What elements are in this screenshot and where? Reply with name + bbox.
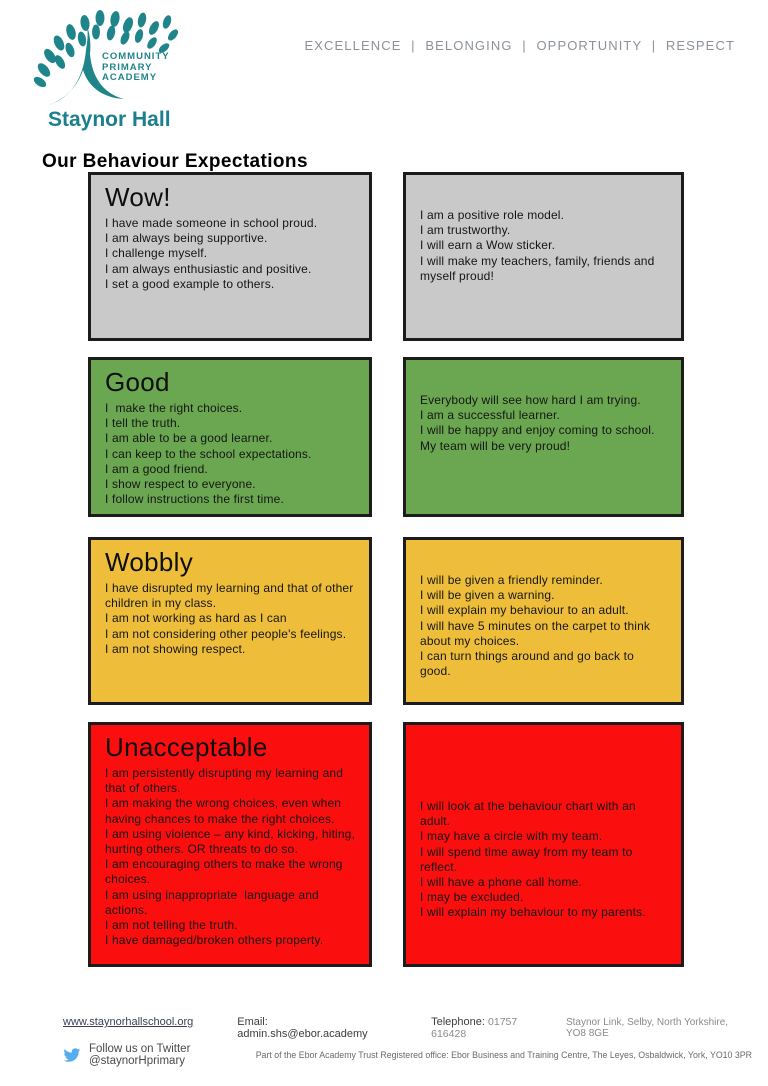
board-line: I can keep to the school expectations. [105,446,312,461]
board-good-left [88,357,372,517]
board-line: I will spend time away from my team to reflect. [420,844,636,874]
board-line: I will explain my behaviour to my parents. [420,905,646,920]
board-line: I am encouraging others to make the wrong choices. [105,857,347,887]
board-line: I am not considering other people's feelings. [105,626,347,641]
board-line: I am a successful learner. [420,408,560,423]
email-value: admin.shs@ebor.academy [237,1028,368,1040]
board-title-wobbly: Wobbly [105,547,194,577]
board-line: I am a good friend. [105,461,208,476]
board-line: I make the right choices. [105,401,243,415]
twitter-follow-text[interactable]: Follow us on Twitter @staynorHprimary [89,1043,191,1067]
board-wow-left [88,172,372,341]
board-line: I am always being supportive. [105,231,268,246]
trust-info-text: Part of the Ebor Academy Trust Registered office: Ebor Business and Training Centre, The Leyes, Osbaldwick, York, YO10 3PR [255,1050,752,1060]
telephone-text [431,1016,540,1040]
school-name: Staynor Hall [48,108,171,131]
board-line: I am persistently disrupting my learning and that of others. [105,766,347,796]
board-line: I may be excluded. [420,890,524,905]
board-wow-right [403,172,684,341]
board-line: I set a good example to others. [105,276,275,291]
academy-label: COMMUNITY PRIMARY ACADEMY [102,51,170,83]
website-link[interactable]: www.staynorhallschool.org [63,1016,194,1028]
board-unacceptable-left [88,722,372,967]
board-row-wow [0,172,768,341]
board-line: Everybody will see how hard I am trying. [420,393,641,407]
board-line: I will look at the behaviour chart with an adult. [420,799,640,829]
board-line: I will be happy and enjoy coming to school. [420,423,655,438]
board-line: I am not showing respect. [105,641,246,656]
board-line: I am trustworthy. [420,223,511,238]
board-line: I am not telling the truth. [105,918,238,933]
footer-contact-row [63,1016,748,1040]
board-line: I am always enthusiastic and positive. [105,261,312,276]
board-line: I tell the truth. [105,416,181,431]
telephone-value: 01757 616428 [431,1016,518,1040]
board-line: I will have a phone call home. [420,875,582,890]
email-label: Email: [237,1016,268,1028]
board-line: I will earn a Wow sticker. [420,238,556,253]
school-logo [30,8,200,138]
board-unacceptable-right [403,722,684,967]
twitter-bird-icon [63,1046,81,1064]
board-title-good: Good [105,367,170,397]
school-motto: EXCELLENCE | BELONGING | OPPORTUNITY | RESPECT [304,38,735,53]
board-line: I follow instructions the first time. [105,492,284,507]
board-line: I am a positive role model. [420,208,565,222]
board-line: I am making the wrong choices, even when having chances to make the right choices. [105,796,345,826]
board-title-unacceptable: Unacceptable [105,732,268,762]
board-line: I will be given a friendly reminder. [420,573,603,587]
board-line: I have damaged/broken others property. [105,933,324,948]
board-line: I show respect to everyone. [105,477,256,492]
page-title: Our Behaviour Expectations [42,150,308,172]
board-line: I can turn things around and go back to good. [420,649,638,679]
email-text [237,1016,381,1040]
board-wobbly-right [403,537,684,705]
board-line: I will be given a warning. [420,588,555,603]
board-row-wobbly [0,537,768,705]
board-good-right [403,357,684,517]
board-wobbly-left [88,537,372,705]
board-row-good [0,357,768,517]
board-line: I will have 5 minutes on the carpet to think about my choices. [420,618,654,648]
board-line: I may have a circle with my team. [420,829,603,844]
board-line: I am able to be a good learner. [105,431,273,446]
board-line: I challenge myself. [105,246,208,261]
telephone-label: Telephone: [431,1016,485,1028]
board-line: I am using violence – any kind, kicking, hiting, hurting others. OR threats to do so. [105,826,359,857]
board-line: I have made someone in school proud. [105,216,318,230]
board-line: I am using inappropriate language and actions. [105,887,323,917]
board-title-wow: Wow! [105,182,171,212]
board-line: I have disrupted my learning and that of other children in my class. [105,581,357,611]
footer-social-row [63,1043,752,1067]
board-row-unacceptable [0,722,768,967]
board-line: I am not working as hard as I can [105,611,287,626]
board-line: My team will be very proud! [420,438,571,453]
board-line: I will make my teachers, family, friends and myself proud! [420,253,658,283]
address-text: Staynor Link, Selby, North Yorkshire, YO8 8GE [565,1017,729,1039]
board-line: I will explain my behaviour to an adult. [420,603,629,618]
